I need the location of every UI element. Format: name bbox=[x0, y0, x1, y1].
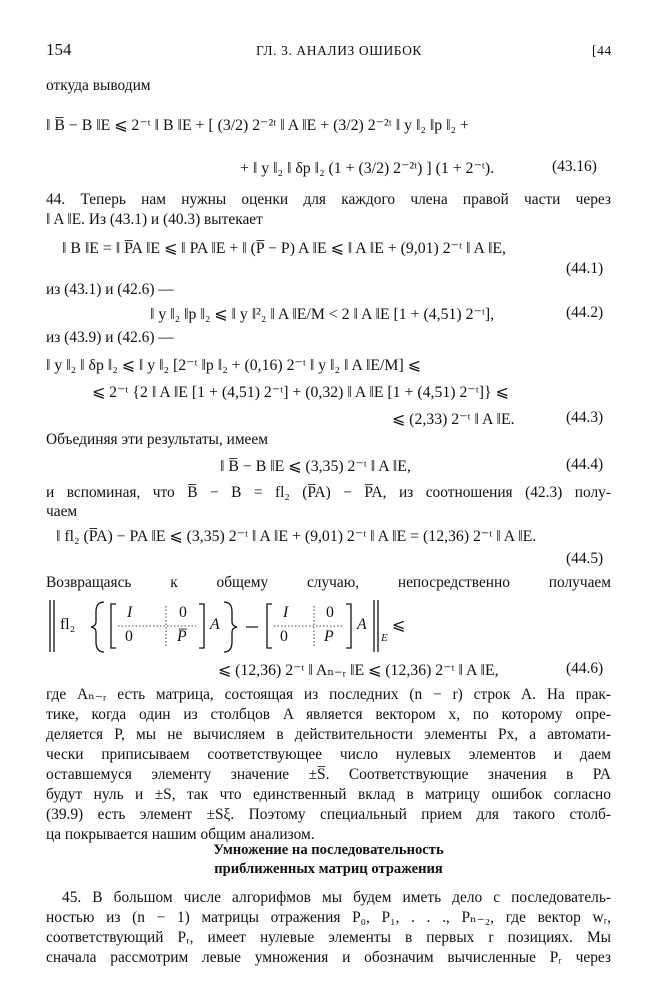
paragraph-45-line: соответствующий Pᵣ, имеет нулевые элементы в первых r позициях. Мы bbox=[46, 929, 611, 946]
paragraph-line: будут нуль и ±S, так что единственный вклад в матрицу ошибок согласно bbox=[46, 786, 611, 803]
paragraph-line: (39.9) есть элемент ±Sξ. Поэтому специальный прием для такого столб- bbox=[46, 806, 611, 823]
equation-label: (44.5) bbox=[566, 550, 604, 567]
page-number: 154 bbox=[46, 40, 72, 59]
paragraph-line: деляется P, мы не вычисляем в действительности элементы Px, а автомати- bbox=[46, 726, 611, 743]
matrix-fl-label: fl₂ bbox=[60, 616, 76, 633]
equation-44-1: ‖ B ‖E = ‖ P̅A ‖E ⩽ ‖ PA ‖E + ‖ (P̅ − P) A ‖E ⩽ ‖ A ‖E + (9,01) 2⁻ᵗ ‖ A ‖E, bbox=[62, 240, 507, 257]
text-line: откуда выводим bbox=[46, 77, 151, 94]
equation-43-16-line2: + ‖ y ‖₂ ‖ δp ‖₂ (1 + (3/2) 2⁻²ᵗ) ] (1 + 2⁻ᵗ). bbox=[240, 160, 495, 177]
matrix-A: A bbox=[357, 616, 367, 633]
paragraph-45-line: сначала рассмотрим левые умножения и обозначим вычисленные Pᵣ через bbox=[46, 949, 611, 966]
equation-label: (44.6) bbox=[566, 660, 604, 677]
matrix-entry: I bbox=[283, 604, 289, 621]
section-heading-line2: приближенных матриц отражения bbox=[214, 861, 443, 877]
section-heading-line1: Умножение на последовательность bbox=[213, 842, 444, 858]
matrix-entry: I bbox=[127, 604, 133, 621]
matrix-A: A bbox=[210, 616, 220, 633]
matrix-entry: 0 bbox=[125, 628, 133, 645]
matrix-entry: P bbox=[324, 628, 334, 645]
text-line: чаем bbox=[46, 503, 78, 520]
equation-label: (44.2) bbox=[566, 304, 604, 321]
matrix-entry: P̅ bbox=[177, 628, 187, 645]
equation-label: (43.16) bbox=[552, 158, 597, 175]
paragraph-line: чески приписываем соответствующее число нулевых элементов и даем bbox=[46, 746, 611, 763]
matrix-entry: 0 bbox=[280, 628, 288, 645]
text-line: Возвращаясь к общему случаю, непосредственно получаем bbox=[46, 574, 611, 591]
equation-44-3-line1: ‖ y ‖₂ ‖ δp ‖₂ ⩽ ‖ y ‖₂ [2⁻ᵗ ‖p ‖₂ + (0,16) 2⁻ᵗ ‖ y ‖₂ ‖ A ‖E/M] ⩽ bbox=[46, 357, 421, 374]
equation-label: (44.1) bbox=[566, 260, 604, 277]
paragraph-line: оставшемуся элементу значение ±S̅. Соответствующие значения в PA bbox=[46, 766, 611, 783]
leq-symbol: ⩽ bbox=[392, 617, 406, 634]
section-ref: [44 bbox=[592, 43, 612, 58]
equation-43-16-line1: ‖ B̅ − B ‖E ⩽ 2⁻ᵗ ‖ B ‖E + [ (3/2) 2⁻²ᵗ ‖ A ‖E + (3/2) 2⁻²ᵗ ‖ y ‖₂ ‖p ‖₂ + bbox=[46, 117, 469, 134]
paragraph-44-line2: ‖ A ‖E. Из (43.1) и (40.3) вытекает bbox=[46, 211, 263, 228]
norm-subscript-E: E bbox=[381, 632, 388, 644]
paragraph-44-line1: 44. Теперь нам нужны оценки для каждого члена правой части через bbox=[46, 191, 611, 208]
equation-label: (44.3) bbox=[566, 409, 604, 426]
equation-44-4: ‖ B̅ − B ‖E ⩽ (3,35) 2⁻ᵗ ‖ A ‖E, bbox=[220, 458, 411, 475]
matrix-entry: 0 bbox=[179, 604, 187, 621]
equation-44-3-line3: ⩽ (2,33) 2⁻ᵗ ‖ A ‖E. bbox=[392, 411, 515, 428]
paragraph-line: ца покрывается нашим общим анализом. bbox=[46, 826, 315, 843]
equation-44-5: ‖ fl₂ (P̅A) − PA ‖E ⩽ (3,35) 2⁻ᵗ ‖ A ‖E + (9,01) 2⁻ᵗ ‖ A ‖E = (12,36) 2⁻ᵗ ‖ A ‖E. bbox=[56, 528, 537, 545]
running-title: ГЛ. 3. АНАЛИЗ ОШИБОК bbox=[256, 43, 423, 58]
paragraph-line: где Aₙ₋ᵣ есть матрица, состоящая из последних (n − r) строк A. На прак- bbox=[46, 686, 611, 703]
equation-44-6-line2: ⩽ (12,36) 2⁻ᵗ ‖ Aₙ₋ᵣ ‖E ⩽ (12,36) 2⁻ᵗ ‖ A ‖E, bbox=[218, 662, 499, 679]
equation-label: (44.4) bbox=[566, 456, 604, 473]
text-line: из (43.1) и (42.6) — bbox=[46, 281, 174, 298]
paragraph-45-line: ностью из (n − 1) матрицы отражения P₀, P₁, . . ., Pₙ₋₂, где вектор wᵣ, bbox=[46, 909, 611, 926]
text-line: и вспоминая, что B̅ − B = fl₂ (P̅A) − P̅A, из соотношения (42.3) полу- bbox=[46, 484, 611, 501]
paragraph-45-line: 45. В большом числе алгорифмов мы будем иметь дело с последователь- bbox=[62, 889, 611, 906]
equation-44-2: ‖ y ‖₂ ‖p ‖₂ ⩽ ‖ y ‖²₂ ‖ A ‖E/M < 2 ‖ A ‖E [1 + (4,51) 2⁻ᵗ], bbox=[150, 306, 495, 323]
paragraph-line: тике, когда один из столбцов A является вектором x, по которому опре- bbox=[46, 706, 611, 723]
matrix-entry: 0 bbox=[326, 604, 334, 621]
equation-44-3-line2: ⩽ 2⁻ᵗ {2 ‖ A ‖E [1 + (4,51) 2⁻ᵗ] + (0,32) ‖ A ‖E [1 + (4,51) 2⁻ᵗ]} ⩽ bbox=[92, 384, 509, 401]
text-line: Объединяя эти результаты, имеем bbox=[46, 431, 268, 448]
text-line: из (43.9) и (42.6) — bbox=[46, 329, 174, 346]
